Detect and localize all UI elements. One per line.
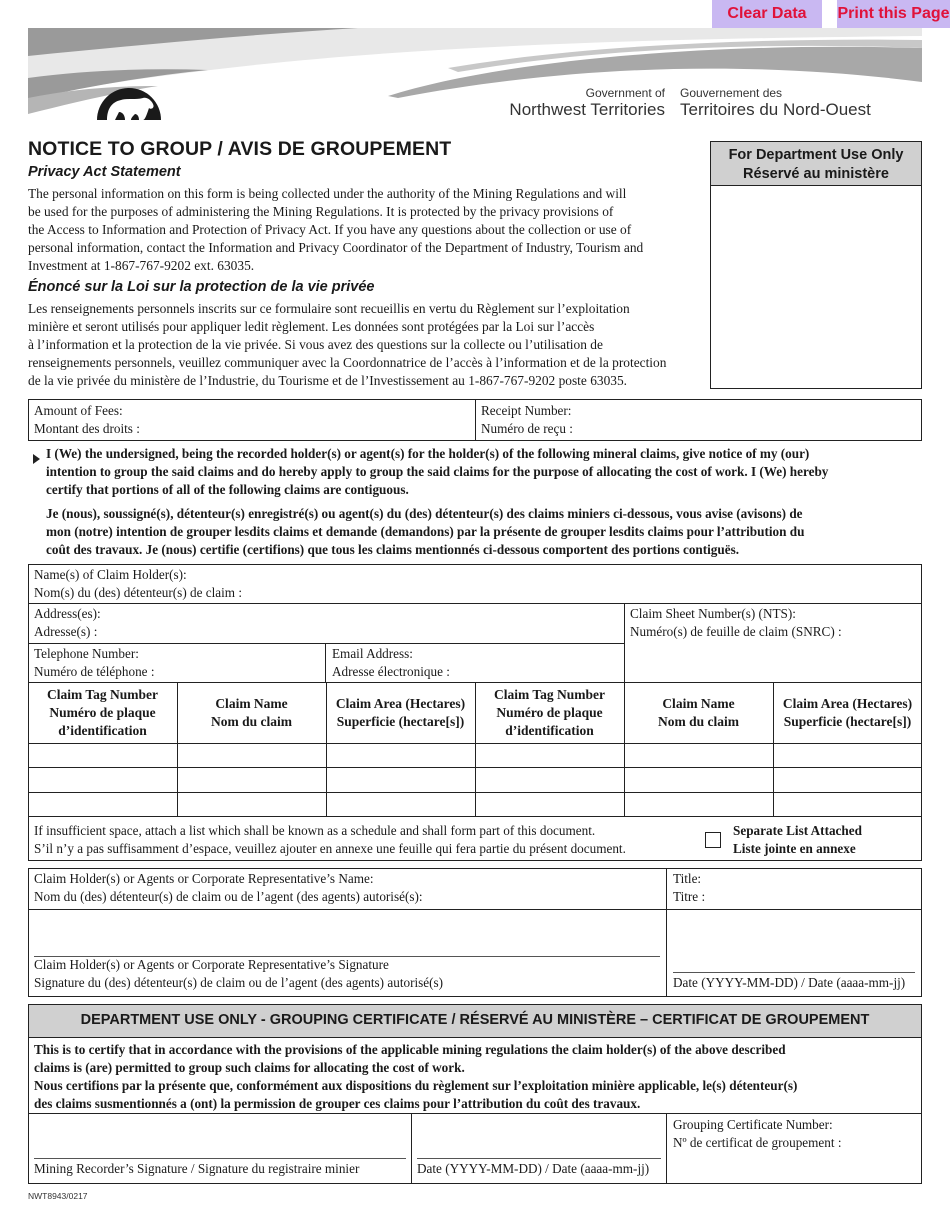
signature-line — [34, 1158, 406, 1159]
divider — [624, 603, 625, 683]
rep-signature-en: Claim Holder(s) or Agents or Corporate Representative’s Signature — [34, 957, 389, 972]
header-line: Nom du claim — [211, 714, 292, 729]
fees-label-en: Amount of Fees: — [34, 403, 123, 418]
claim-cell-input[interactable] — [478, 770, 625, 791]
title-label — [673, 870, 705, 906]
header-line: d’identification — [505, 723, 594, 738]
claim-cell-input[interactable] — [627, 770, 774, 791]
claim-cell-input[interactable] — [31, 746, 178, 767]
claim-cell-input[interactable] — [776, 795, 923, 816]
declaration-arrow-icon — [33, 454, 40, 464]
divider — [411, 1113, 412, 1184]
gov-fr-big: Territoires du Nord-Ouest — [680, 100, 871, 119]
receipt-label — [481, 402, 573, 438]
claim-cell-input[interactable] — [329, 746, 476, 767]
nwt-polar-bear-logo — [95, 64, 163, 124]
header-line: Superficie (hectare[s]) — [783, 714, 912, 729]
recorder-signature-label: Mining Recorder’s Signature / Signature du registraire minier — [34, 1161, 360, 1176]
certificate-date-input[interactable] — [417, 1132, 663, 1156]
divider — [28, 743, 922, 744]
claim-cell-input[interactable] — [180, 795, 327, 816]
address-en: Address(es): — [34, 606, 101, 621]
declaration-en-line: I (We) the undersigned, being the recorded holder(s) or agent(s) for the holder(s) of the following mineral claims, give notice of my (our) — [46, 446, 810, 461]
telephone-en: Telephone Number: — [34, 646, 139, 661]
divider — [28, 767, 922, 768]
privacy-text-en — [28, 185, 708, 275]
insufficient-en: If insufficient space, attach a list which shall be known as a schedule and shall form part of this document. — [34, 823, 596, 838]
header-line: Claim Area (Hectares) — [335, 696, 466, 711]
header-line: Claim Tag Number — [46, 687, 158, 702]
privacy-fr-line: minière et seront utilisés pour appliquer ledit règlement. Les données sont protégées par la Loi sur l’accès — [28, 319, 595, 334]
privacy-en-line: personal information, contact the Information and Privacy Coordinator of the Department of Industry, Tourism and — [28, 240, 644, 255]
gov-fr-small: Gouvernement des — [680, 86, 783, 100]
claim-cell-input[interactable] — [776, 770, 923, 791]
header-line: Superficie (hectare[s]) — [336, 714, 465, 729]
recorder-signature-area[interactable] — [34, 1118, 406, 1156]
telephone-label — [34, 645, 154, 681]
separate-list-label — [733, 822, 862, 858]
claim-cell-input[interactable] — [329, 795, 476, 816]
certificate-heading: DEPARTMENT USE ONLY - GROUPING CERTIFICATE / RÉSERVÉ AU MINISTÈRE – CERTIFICAT DE GROUPEMENT — [80, 1012, 870, 1028]
representative-signature-area[interactable] — [34, 914, 660, 954]
privacy-en-line: Investment at 1-867-767-9202 ext. 63035. — [28, 258, 255, 273]
address-fr: Adresse(s) : — [34, 624, 98, 639]
gov-fr-wordmark — [680, 86, 900, 119]
col-header-claim-name — [177, 695, 326, 731]
claim-cell-input[interactable] — [627, 795, 774, 816]
claim-cell-input[interactable] — [31, 795, 178, 816]
privacy-en-line: the Access to Information and Protection of Privacy Act. If you have any questions about the collection or use of — [28, 222, 632, 237]
holder-names-fr: Nom(s) du (des) détenteur(s) de claim : — [34, 585, 242, 600]
telephone-input[interactable] — [172, 665, 324, 683]
form-code: NWT8943/0217 — [28, 1191, 88, 1201]
declaration-fr-line: Je (nous), soussigné(s), détenteur(s) enregistré(s) ou agent(s) du (des) détenteur(s) des claims miniers ci-dessous, vous avise (avisons) de — [46, 506, 803, 521]
date-line — [417, 1158, 661, 1159]
col-header-tag-number-2 — [475, 686, 624, 740]
gov-en-big: Northwest Territories — [509, 100, 665, 119]
amount-of-fees-input[interactable] — [160, 404, 464, 438]
header-line: Numéro de plaque — [496, 705, 603, 720]
insufficient-fr: S’il n’y a pas suffisamment d’espace, veuillez ajouter en annexe une feuille qui fera partie du présent document. — [34, 841, 626, 856]
email-fr: Adresse électronique : — [332, 664, 450, 679]
privacy-text-fr — [28, 300, 713, 390]
claim-sheet-number-input[interactable] — [630, 645, 919, 679]
header-line: Claim Name — [662, 696, 735, 711]
fees-divider — [475, 399, 476, 441]
claims-table — [28, 682, 922, 817]
title-en: Title: — [673, 871, 702, 886]
privacy-fr-line: renseignements personnels, veuillez communiquer avec la Coordonnatrice de l’accès à l’information et de la protection — [28, 355, 667, 370]
privacy-heading-fr: Énoncé sur la Loi sur la protection de la vie privée — [28, 279, 375, 295]
certificate-date-label: Date (YYYY-MM-DD) / Date (aaaa-mm-jj) — [417, 1161, 650, 1176]
certificate-line: Nous certifions par la présente que, conformément aux dispositions du règlement sur l’exploitation minière applicable, le(s) détenteur(s) — [34, 1078, 798, 1093]
date-line — [673, 972, 915, 973]
claim-cell-input[interactable] — [478, 795, 625, 816]
claim-sheet-en: Claim Sheet Number(s) (NTS): — [630, 606, 796, 621]
rep-date-label: Date (YYYY-MM-DD) / Date (aaaa-mm-jj) — [673, 975, 906, 990]
col-header-claim-area — [326, 695, 475, 731]
department-use-field[interactable] — [715, 190, 919, 384]
insufficient-space-note — [34, 822, 699, 858]
email-input[interactable] — [466, 665, 620, 683]
divider — [28, 792, 922, 793]
divider — [666, 1113, 667, 1184]
signature-date-input[interactable] — [673, 948, 917, 972]
rep-name-fr: Nom du (des) détenteur(s) de claim ou de l’agent (des agents) autorisé(s): — [34, 889, 423, 904]
privacy-heading-en: Privacy Act Statement — [28, 164, 181, 180]
department-use-title-fr: Réservé au ministère — [743, 166, 889, 182]
separate-list-en: Separate List Attached — [733, 823, 862, 838]
privacy-fr-line: de la vie privée du ministère de l’Industrie, du Tourisme et de l’Investissement au 1-867-767-9202 poste 63035. — [28, 373, 628, 388]
claim-holder-names-input[interactable] — [270, 586, 914, 604]
title-fr: Titre : — [673, 889, 706, 904]
certificate-text — [34, 1041, 914, 1113]
address-label — [34, 605, 101, 641]
rep-signature-label — [34, 956, 443, 992]
divider — [325, 643, 326, 683]
email-en: Email Address: — [332, 646, 413, 661]
certificate-line: des claims susmentionnés a (ont) la permission de grouper ces claims pour l’attribution du coût des travaux. — [34, 1096, 641, 1111]
department-use-title-en: For Department Use Only — [728, 147, 904, 163]
page-title: NOTICE TO GROUP / AVIS DE GROUPEMENT — [28, 138, 452, 160]
grouping-number-fr: Nº de certificat de groupement : — [673, 1135, 842, 1150]
header-line: Claim Name — [215, 696, 288, 711]
divider — [28, 643, 624, 644]
col-header-tag-number — [28, 686, 177, 740]
claim-cell-input[interactable] — [180, 746, 327, 767]
declaration-text — [46, 445, 926, 559]
header-line: Nom du claim — [658, 714, 739, 729]
claim-cell-input[interactable] — [31, 770, 178, 791]
rep-name-en: Claim Holder(s) or Agents or Corporate Representative’s Name: — [34, 871, 374, 886]
divider — [28, 909, 922, 910]
representative-name-input[interactable] — [470, 890, 664, 909]
holder-names-label — [34, 566, 242, 602]
header-line: Claim Area (Hectares) — [782, 696, 913, 711]
department-use-header — [711, 142, 921, 186]
header-line: Claim Tag Number — [493, 687, 605, 702]
declaration-en-line: intention to group the said claims and do hereby apply to group the said claims for the purpose of allocating the cost of work. I (We) hereby — [46, 464, 829, 479]
gov-en-small: Government of — [585, 86, 665, 100]
claim-sheet-fr: Numéro(s) de feuille de claim (SNRC) : — [630, 624, 842, 639]
grouping-number-label — [673, 1116, 842, 1152]
claim-sheet-label — [630, 605, 842, 641]
certificate-line: This is to certify that in accordance with the provisions of the applicable mining regulations the claim holder(s) of the above described — [34, 1042, 786, 1057]
certificate-line: claims is (are) permitted to group such claims for allocating the cost of work. — [34, 1060, 465, 1075]
holder-names-en: Name(s) of Claim Holder(s): — [34, 567, 187, 582]
privacy-en-line: The personal information on this form is being collected under the authority of the Mining Regulations and will — [28, 186, 627, 201]
separate-list-checkbox[interactable] — [705, 832, 721, 848]
claim-cell-input[interactable] — [478, 746, 625, 767]
separate-list-fr: Liste jointe en annexe — [733, 841, 856, 856]
privacy-fr-line: à l’information et la protection de la vie privée. Si vous avez des questions sur la collecte ou l’utilisation de — [28, 337, 603, 352]
claim-cell-input[interactable] — [329, 770, 476, 791]
declaration-fr-line: coût des travaux. Je (nous) certifie (certifions) que tous les claims mentionnés ci-dessous comportent des portions contiguës. — [46, 542, 740, 557]
declaration-fr-line: mon (notre) intention de grouper lesdits claims et demande (demandons) par la présente de grouper lesdits claims pour l’attribution du — [46, 524, 805, 539]
header-line: Numéro de plaque — [49, 705, 156, 720]
address-input[interactable] — [110, 625, 619, 643]
grouping-certificate-number-input[interactable] — [673, 1155, 917, 1181]
clear-data-button[interactable]: Clear Data — [712, 0, 822, 28]
receipt-label-fr: Numéro de reçu : — [481, 421, 573, 436]
fees-label-fr: Montant des droits : — [34, 421, 140, 436]
col-header-claim-area-2 — [773, 695, 922, 731]
rep-signature-fr: Signature du (des) détenteur(s) de claim ou de l’agent (des agents) autorisé(s) — [34, 975, 444, 990]
department-use-box — [710, 141, 922, 389]
privacy-en-line: be used for the purposes of administering the Mining Regulations. It is protected by the privacy provisions of — [28, 204, 614, 219]
fees-label — [34, 402, 140, 438]
claim-cell-input[interactable] — [627, 746, 774, 767]
divider — [28, 816, 922, 817]
gov-en-wordmark — [500, 86, 665, 119]
telephone-fr: Numéro de téléphone : — [34, 664, 155, 679]
title-input[interactable] — [712, 890, 916, 909]
email-label — [332, 645, 450, 681]
declaration-en-line: certify that portions of all of the following claims are contiguous. — [46, 482, 409, 497]
print-page-button[interactable]: Print this Page — [837, 0, 950, 28]
col-header-claim-name-2 — [624, 695, 773, 731]
receipt-label-en: Receipt Number: — [481, 403, 572, 418]
rep-name-label — [34, 870, 423, 906]
privacy-fr-line: Les renseignements personnels inscrits sur ce formulaire sont recueillis en vertu du Règlement sur l’exploitation — [28, 301, 630, 316]
header-line: d’identification — [58, 723, 147, 738]
receipt-number-input[interactable] — [590, 404, 914, 438]
divider — [666, 868, 667, 997]
grouping-number-en: Grouping Certificate Number: — [673, 1117, 833, 1132]
claim-cell-input[interactable] — [180, 770, 327, 791]
claim-cell-input[interactable] — [776, 746, 923, 767]
divider — [28, 1113, 922, 1114]
